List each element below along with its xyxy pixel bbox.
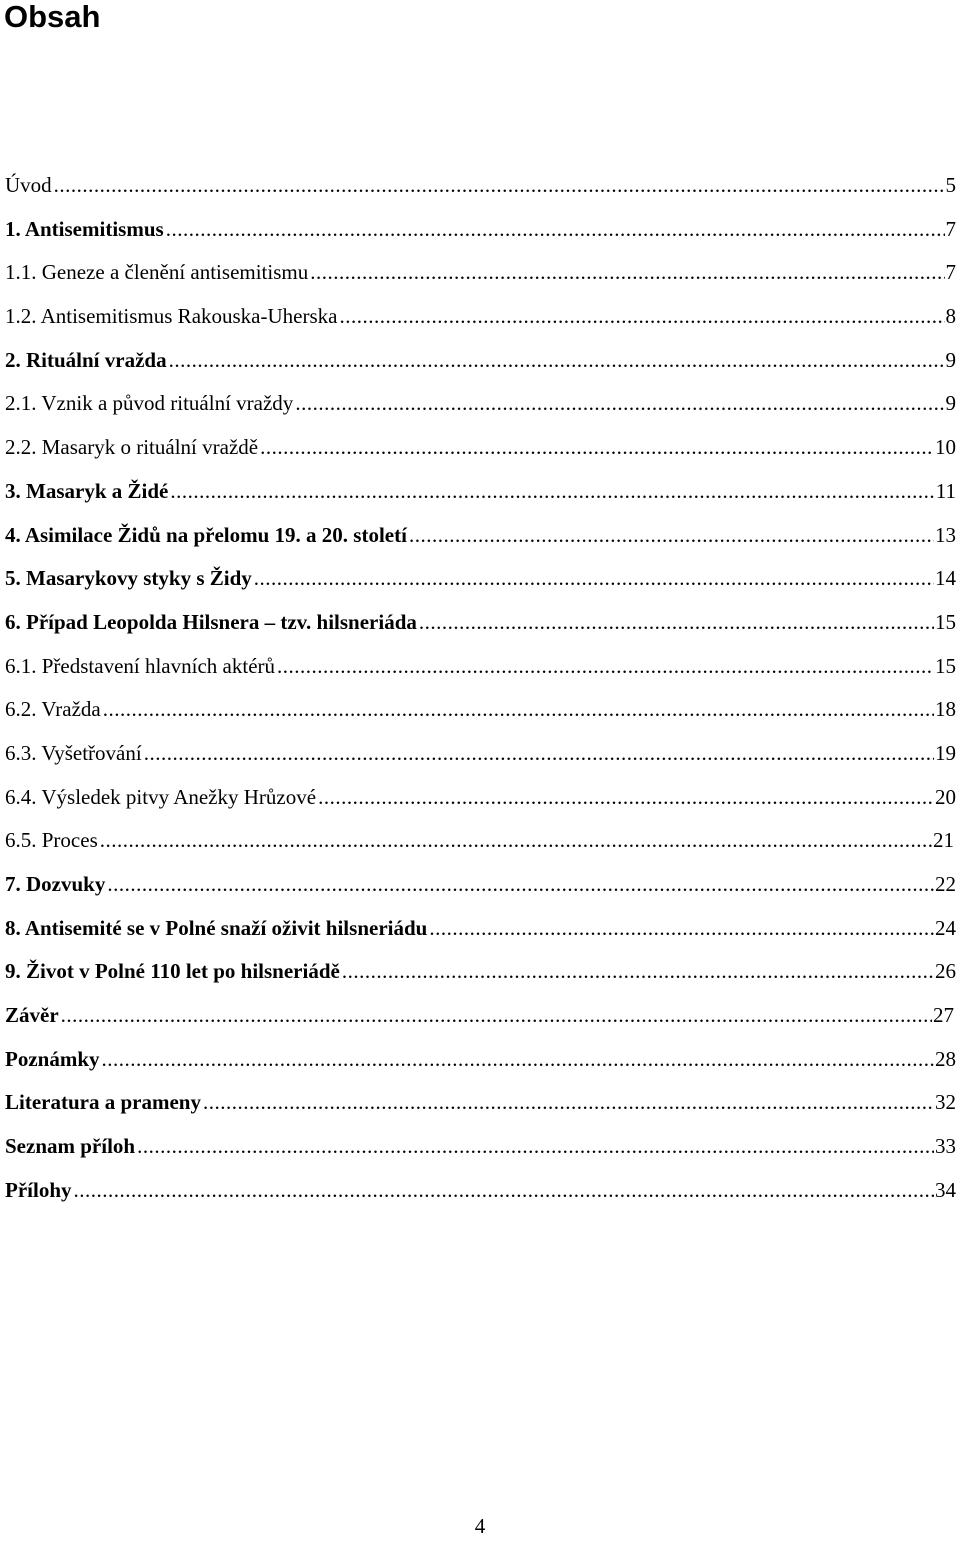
toc-entry-page: 11 <box>935 478 956 503</box>
toc-entry[interactable] <box>5 863 960 907</box>
toc-entry-title: 1.2. Antisemitismus Rakouska-Uherska <box>5 304 338 329</box>
dot-leader <box>318 776 934 820</box>
toc-entry-page: 8 <box>945 304 956 329</box>
dot-leader <box>166 208 945 252</box>
toc-entry-page: 33 <box>935 1134 956 1159</box>
dot-leader <box>419 601 934 645</box>
toc-entry[interactable] <box>5 382 960 426</box>
toc-entry-title: 6.2. Vražda <box>5 697 101 722</box>
toc-entry[interactable] <box>5 164 960 208</box>
toc-entry-page: 22 <box>935 872 956 896</box>
toc-entry[interactable] <box>5 907 960 951</box>
dot-leader <box>260 426 934 470</box>
dot-leader <box>169 339 945 383</box>
dot-leader <box>137 1125 934 1169</box>
dot-leader <box>342 950 934 994</box>
dot-leader <box>203 1081 934 1125</box>
toc-entry-page: 34 <box>935 1177 956 1202</box>
toc-entry[interactable] <box>5 645 960 689</box>
toc-entry-title: 2. Rituální vražda <box>5 347 167 372</box>
toc-entry-page: 9 <box>945 391 956 416</box>
toc-entry-title: Závěr <box>5 1003 59 1028</box>
dot-leader <box>339 295 944 339</box>
dot-leader <box>102 1038 935 1082</box>
page-number: 4 <box>474 1514 486 1538</box>
dot-leader <box>61 994 932 1038</box>
dot-leader <box>103 688 934 732</box>
toc-entry[interactable] <box>5 1081 960 1125</box>
toc-entry-page: 26 <box>935 959 956 984</box>
dot-leader <box>277 645 934 689</box>
toc-entry-page: 28 <box>935 1046 956 1071</box>
toc-entry-title: Přílohy <box>5 1177 72 1202</box>
toc-entry-page: 13 <box>935 522 956 547</box>
toc-entry-title: 1.1. Geneze a členění antisemitismu <box>5 260 309 285</box>
toc-entry[interactable] <box>5 1038 960 1082</box>
toc-entry-page: 18 <box>935 697 956 722</box>
toc-entry[interactable] <box>5 339 960 383</box>
toc-entry-title: 5. Masarykovy styky s Židy <box>5 566 252 591</box>
toc-entry[interactable] <box>5 295 960 339</box>
toc-entry-title: 9. Život v Polné 110 let po hilsneriádě <box>5 959 340 984</box>
dot-leader <box>310 251 944 295</box>
toc-entry-title: 4. Asimilace Židů na přelomu 19. a 20. století <box>5 522 407 547</box>
toc-entry[interactable] <box>5 514 960 558</box>
toc-entry[interactable] <box>5 688 960 732</box>
toc-entry-page: 9 <box>945 347 956 372</box>
toc-entry-title: 8. Antisemité se v Polné snaží oživit hilsneriádu <box>5 915 428 940</box>
table-of-contents <box>5 164 960 1213</box>
toc-entry-title: Seznam příloh <box>5 1134 136 1159</box>
toc-entry-page: 24 <box>935 915 956 940</box>
toc-entry-title: 6.3. Vyšetřování <box>5 740 142 765</box>
toc-entry-title: 6.4. Výsledek pitvy Anežky Hrůzové <box>5 784 317 809</box>
toc-entry[interactable] <box>5 776 960 820</box>
toc-entry-page: 19 <box>935 740 956 765</box>
toc-entry-title: Úvod <box>5 173 52 197</box>
toc-entry-page: 14 <box>935 566 956 591</box>
dot-leader <box>144 732 934 776</box>
dot-leader <box>429 907 934 951</box>
toc-entry-page: 20 <box>935 784 956 809</box>
toc-entry[interactable] <box>5 950 960 994</box>
toc-entry[interactable] <box>5 819 960 863</box>
toc-entry[interactable] <box>5 601 960 645</box>
toc-entry[interactable] <box>5 1125 960 1169</box>
dot-leader <box>409 514 934 558</box>
toc-entry-page: 7 <box>945 260 956 285</box>
toc-entry[interactable] <box>5 251 960 295</box>
toc-entry-page: 27 <box>933 1003 954 1028</box>
toc-entry[interactable] <box>5 994 960 1038</box>
toc-entry-title: 1. Antisemitismus <box>5 216 164 241</box>
toc-entry-title: 6.5. Proces <box>5 828 98 853</box>
toc-entry-title: 2.2. Masaryk o rituální vraždě <box>5 435 259 460</box>
toc-entry-title: 3. Masaryk a Židé <box>5 478 169 503</box>
toc-entry-page: 15 <box>935 653 956 678</box>
dot-leader <box>170 470 934 514</box>
toc-entry[interactable] <box>5 426 960 470</box>
toc-entry-page: 15 <box>935 609 956 634</box>
toc-entry-page: 7 <box>945 216 956 241</box>
toc-entry-page: 10 <box>935 435 956 460</box>
toc-entry[interactable] <box>5 1169 960 1213</box>
toc-entry-title: 6. Případ Leopolda Hilsnera – tzv. hilsneriáda <box>5 609 417 634</box>
page-title: Obsah <box>4 0 101 34</box>
toc-entry-title: 2.1. Vznik a původ rituální vraždy <box>5 391 294 416</box>
dot-leader <box>100 819 932 863</box>
toc-entry[interactable] <box>5 208 960 252</box>
toc-entry-page: 21 <box>933 828 954 853</box>
toc-entry[interactable] <box>5 557 960 601</box>
dot-leader <box>295 382 944 426</box>
toc-entry-title: 7. Dozvuky <box>5 872 106 896</box>
dot-leader <box>107 863 934 907</box>
dot-leader <box>74 1169 935 1213</box>
toc-entry-page: 5 <box>945 173 956 197</box>
toc-entry-page: 32 <box>935 1090 956 1115</box>
toc-entry-title: Literatura a prameny <box>5 1090 201 1115</box>
toc-entry-title: Poznámky <box>5 1046 100 1071</box>
toc-entry[interactable] <box>5 470 960 514</box>
toc-entry[interactable] <box>5 732 960 776</box>
dot-leader <box>254 557 934 601</box>
toc-entry-title: 6.1. Představení hlavních aktérů <box>5 653 276 678</box>
dot-leader <box>54 164 945 208</box>
